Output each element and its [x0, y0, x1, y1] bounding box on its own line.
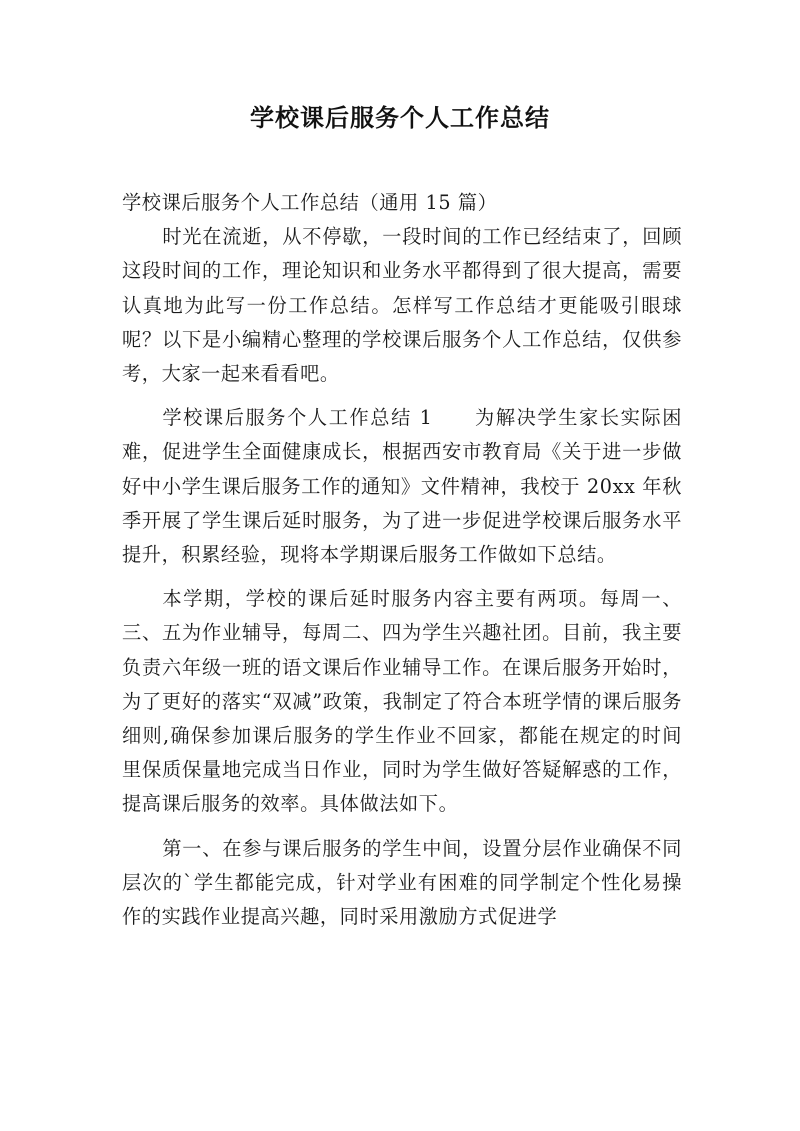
paragraph-service-content: 本学期，学校的课后延时服务内容主要有两项。每周一、三、五为作业辅导，每周二、四为学生兴趣社团。目前，我主要负责六年级一班的语文课后作业辅导工作。在课后服务开始时，为了更好的落实“双减”政策，我制定了符合本班学情的课后服务细则,确保参加课后服务的学生作业不回家，都能在规定的时间里保质保量地完成当日作业，同时为学生做好答疑解惑的工作，提高课后服务的效率。具体做法如下。 — [122, 587, 682, 816]
document-body — [122, 186, 682, 944]
paragraph-summary-1: 学校课后服务个人工作总结 1 为解决学生家长实际困难，促进学生全面健康成长，根据西安市教育局《关于进一步做好中小学生课后服务工作的通知》文件精神，我校于 20xx 年秋季开展了学生课后延时服务，为了进一步促进学校课后服务水平提升，积累经验，现将本学期课后服务工作做如下总结。 — [122, 406, 682, 567]
paragraph-first-measure: 第一、在参与课后服务的学生中间，设置分层作业确保不同层次的`学生都能完成，针对学业有困难的同学制定个性化易操作的实践作业提高兴趣，同时采用激励方式促进学 — [122, 836, 682, 929]
paragraph-intro: 时光在流逝，从不停歇，一段时间的工作已经结束了，回顾这段时间的工作，理论知识和业务水平都得到了很大提高，需要认真地为此写一份工作总结。怎样写工作总结才更能吸引眼球呢？以下是小编精心整理的学校课后服务个人工作总结，仅供参考，大家一起来看看吧。 — [122, 225, 682, 386]
document-title: 学校课后服务个人工作总结 — [250, 104, 550, 132]
document-subtitle: 学校课后服务个人工作总结（通用 15 篇） — [122, 191, 498, 214]
